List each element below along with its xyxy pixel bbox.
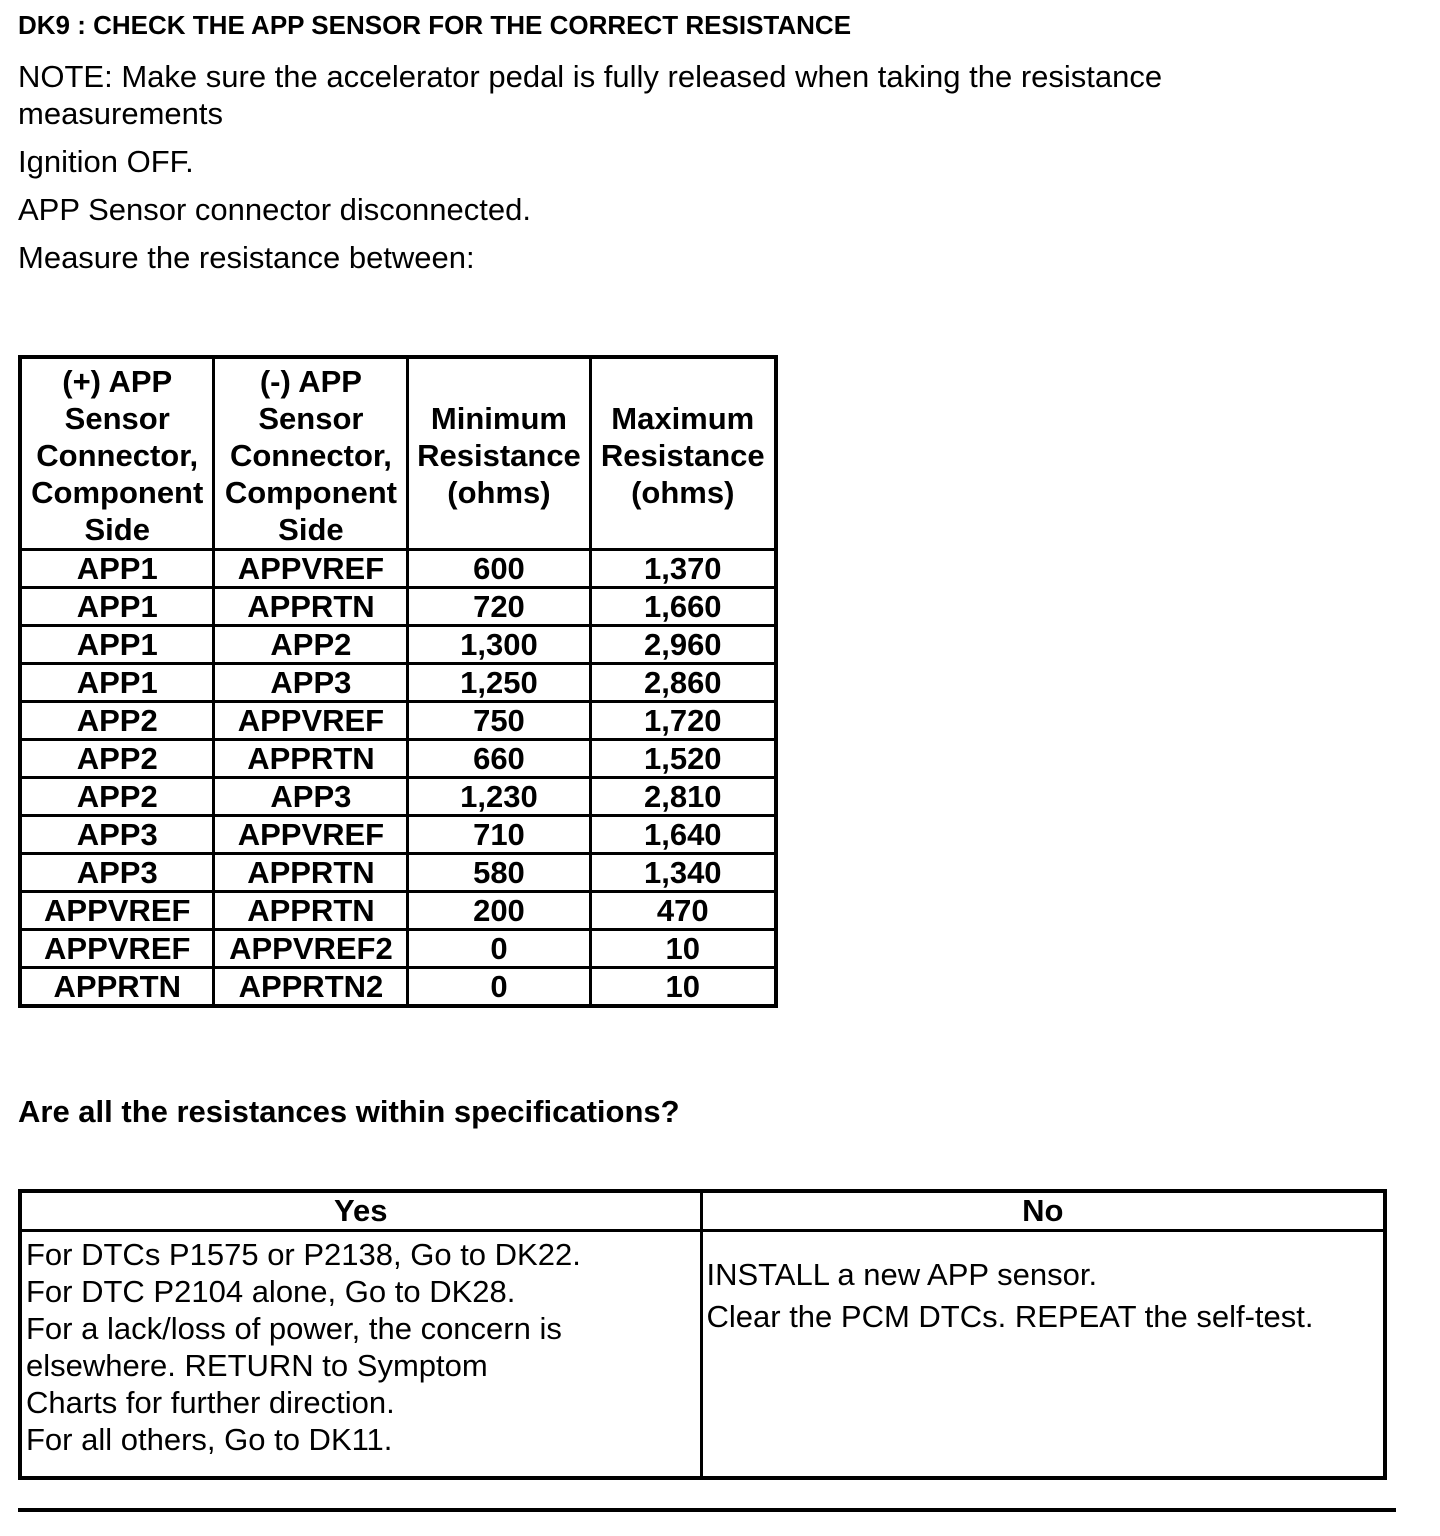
min-resistance-cell: 0 (408, 930, 590, 968)
ignition-step: Ignition OFF. (18, 144, 194, 179)
connector-step: APP Sensor connector disconnected. (18, 192, 531, 227)
negative-connector-cell: APPVREF (214, 702, 408, 740)
min-resistance-cell: 200 (408, 892, 590, 930)
table-row (20, 664, 776, 702)
header-text-line: Connector, (229, 438, 392, 473)
positive-connector-cell: APPVREF (20, 892, 214, 930)
positive-connector-cell: APP2 (20, 740, 214, 778)
page-title: DK9 : CHECK THE APP SENSOR FOR THE CORRECT RESISTANCE (18, 10, 852, 40)
max-resistance-cell: 2,960 (590, 626, 776, 664)
yes-action-line: For DTCs P1575 or P2138, Go to DK22. (26, 1237, 581, 1272)
no-action-line: Clear the PCM DTCs. REPEAT the self-test. (706, 1299, 1314, 1334)
negative-connector-cell: APPVREF (214, 550, 408, 588)
negative-connector-cell: APPVREF2 (214, 930, 408, 968)
yes-action-line: For DTC P2104 alone, Go to DK28. (26, 1274, 516, 1309)
yes-action-line: For all others, Go to DK11. (26, 1422, 393, 1457)
no-action-cell (701, 1231, 1385, 1479)
min-resistance-cell: 660 (408, 740, 590, 778)
negative-connector-cell: APP3 (214, 664, 408, 702)
header-text-line: Sensor (258, 401, 364, 436)
positive-connector-cell: APP2 (20, 778, 214, 816)
positive-connector-cell: APP3 (20, 816, 214, 854)
header-text-line: (ohms) (447, 475, 551, 510)
header-negative-connector (214, 357, 408, 550)
spec-question: Are all the resistances within specifications? (18, 1094, 680, 1129)
table-row (20, 892, 776, 930)
max-resistance-cell: 1,340 (590, 854, 776, 892)
header-positive-connector (20, 357, 214, 550)
table-row (20, 702, 776, 740)
min-resistance-cell: 750 (408, 702, 590, 740)
table-row (20, 740, 776, 778)
positive-connector-cell: APP1 (20, 588, 214, 626)
positive-connector-cell: APPVREF (20, 930, 214, 968)
min-resistance-cell: 1,300 (408, 626, 590, 664)
max-resistance-cell: 10 (590, 930, 776, 968)
header-min-resistance (408, 357, 590, 550)
negative-connector-cell: APP3 (214, 778, 408, 816)
max-resistance-cell: 1,520 (590, 740, 776, 778)
yes-action-line: For a lack/loss of power, the concern is (26, 1311, 562, 1346)
max-resistance-cell: 470 (590, 892, 776, 930)
header-text-line: Minimum (430, 401, 567, 436)
max-resistance-cell: 1,370 (590, 550, 776, 588)
min-resistance-cell: 1,230 (408, 778, 590, 816)
table-row (20, 968, 776, 1007)
positive-connector-cell: APP2 (20, 702, 214, 740)
header-text-line: Component (224, 475, 398, 510)
negative-connector-cell: APP2 (214, 626, 408, 664)
negative-connector-cell: APPRTN (214, 892, 408, 930)
bottom-divider (18, 1508, 1396, 1512)
min-resistance-cell: 580 (408, 854, 590, 892)
negative-connector-cell: APPVREF (214, 816, 408, 854)
header-text-line: (ohms) (631, 475, 735, 510)
min-resistance-cell: 720 (408, 588, 590, 626)
positive-connector-cell: APPRTN (20, 968, 214, 1007)
header-text-line: Component (31, 475, 204, 510)
header-text-line: Sensor (64, 401, 170, 436)
max-resistance-cell: 10 (590, 968, 776, 1007)
min-resistance-cell: 710 (408, 816, 590, 854)
yes-action-line: Charts for further direction. (26, 1385, 395, 1420)
table-row (20, 854, 776, 892)
header-text-line: Side (84, 512, 150, 547)
max-resistance-cell: 1,660 (590, 588, 776, 626)
negative-connector-cell: APPRTN2 (214, 968, 408, 1007)
no-header: No (701, 1191, 1385, 1231)
header-text-line: (-) APP (259, 364, 362, 399)
header-text-line: Side (278, 512, 344, 547)
yes-header: Yes (20, 1191, 701, 1231)
header-max-resistance (590, 357, 776, 550)
max-resistance-cell: 2,810 (590, 778, 776, 816)
table-header-row (20, 357, 776, 550)
negative-connector-cell: APPRTN (214, 854, 408, 892)
measure-step: Measure the resistance between: (18, 240, 475, 275)
yes-action-line: elsewhere. RETURN to Symptom (26, 1348, 488, 1383)
table-row (20, 550, 776, 588)
no-action-line: INSTALL a new APP sensor. (706, 1257, 1098, 1292)
max-resistance-cell: 2,860 (590, 664, 776, 702)
header-text-line: Connector, (36, 438, 199, 473)
positive-connector-cell: APP3 (20, 854, 214, 892)
header-text-line: Resistance (600, 438, 765, 473)
table-row (20, 930, 776, 968)
note-line: NOTE: Make sure the accelerator pedal is fully released when taking the resistance (18, 59, 1163, 94)
header-text-line: Maximum (611, 401, 755, 436)
min-resistance-cell: 600 (408, 550, 590, 588)
resistance-spec-table (18, 355, 778, 1008)
table-row (20, 626, 776, 664)
min-resistance-cell: 0 (408, 968, 590, 1007)
negative-connector-cell: APPRTN (214, 740, 408, 778)
header-text-line: Resistance (417, 438, 581, 473)
header-text-line: (+) APP (62, 364, 173, 399)
table-row (20, 816, 776, 854)
min-resistance-cell: 1,250 (408, 664, 590, 702)
max-resistance-cell: 1,640 (590, 816, 776, 854)
table-row (20, 588, 776, 626)
yes-action-cell (20, 1231, 701, 1479)
max-resistance-cell: 1,720 (590, 702, 776, 740)
negative-connector-cell: APPRTN (214, 588, 408, 626)
positive-connector-cell: APP1 (20, 664, 214, 702)
positive-connector-cell: APP1 (20, 550, 214, 588)
positive-connector-cell: APP1 (20, 626, 214, 664)
decision-table (18, 1189, 1387, 1480)
table-row (20, 778, 776, 816)
note-line-continued: measurements (18, 96, 224, 131)
